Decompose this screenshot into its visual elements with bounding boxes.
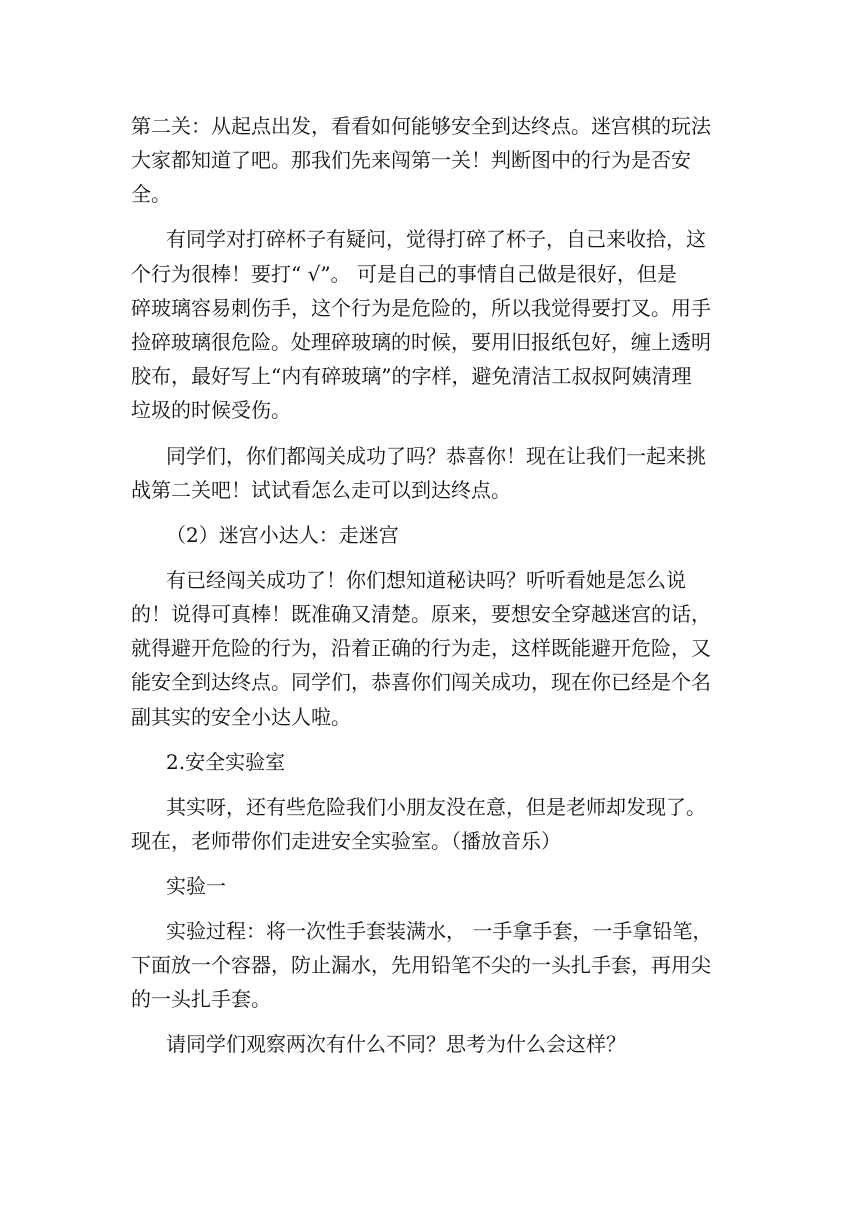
text-line: 第二关：从起点出发，看看如何能够安全到达终点。迷宫棋的玩法 bbox=[131, 114, 711, 138]
text-line: 其实呀，还有些危险我们小朋友没在意，但是老师却发现了。 bbox=[166, 795, 706, 819]
text-line: 全。 bbox=[131, 182, 171, 206]
text-line: 有已经闯关成功了！你们想知道秘诀吗？听听看她是怎么说 bbox=[166, 568, 686, 592]
text-line: 的一头扎手套。 bbox=[131, 987, 271, 1011]
text-line: 现在，老师带你们走进安全实验室。（播放音乐） bbox=[131, 829, 561, 853]
section-heading: 实验一 bbox=[166, 874, 226, 898]
text-line: 碎玻璃容易刺伤手，这个行为是危险的，所以我觉得要打叉。用手 bbox=[131, 296, 711, 320]
text-line: 大家都知道了吧。那我们先来闯第一关！判断图中的行为是否安 bbox=[131, 148, 691, 172]
text-line: 捡碎玻璃很危险。处理碎玻璃的时候，要用旧报纸包好，缠上透明 bbox=[131, 330, 711, 354]
text-line: 实验过程：将一次性手套装满水， 一手拿手套，一手拿铅笔， bbox=[166, 919, 713, 943]
text-line: 请同学们观察两次有什么不同？思考为什么会这样？ bbox=[166, 1032, 626, 1056]
section-heading: （2）迷宫小达人：走迷宫 bbox=[166, 523, 399, 547]
section-heading: 2.安全实验室 bbox=[166, 750, 286, 774]
text-line: 战第二关吧！试试看怎么走可以到达终点。 bbox=[131, 478, 511, 502]
text-line: 有同学对打碎杯子有疑问，觉得打碎了杯子，自己来收拾，这 bbox=[166, 227, 706, 251]
text-line: 副其实的安全小达人啦。 bbox=[131, 705, 351, 729]
text-line: 的！说得可真棒！既准确又清楚。原来，要想安全穿越迷宫的话， bbox=[131, 602, 711, 626]
text-line: 胶布，最好写上“内有碎玻璃”的字样，避免清洁工叔叔阿姨清理 bbox=[131, 364, 692, 388]
text-line: 个行为很棒！要打“ √”。 可是自己的事情自己做是很好，但是 bbox=[131, 262, 677, 286]
text-line: 垃圾的时候受伤。 bbox=[131, 398, 291, 422]
text-line: 下面放一个容器，防止漏水，先用铅笔不尖的一头扎手套，再用尖 bbox=[131, 953, 711, 977]
text-line: 能安全到达终点。同学们，恭喜你们闯关成功，现在你已经是个名 bbox=[131, 670, 711, 694]
text-line: 同学们，你们都闯关成功了吗？恭喜你！现在让我们一起来挑 bbox=[166, 444, 706, 468]
text-line: 就得避开危险的行为，沿着正确的行为走，这样既能避开危险，又 bbox=[131, 636, 711, 660]
